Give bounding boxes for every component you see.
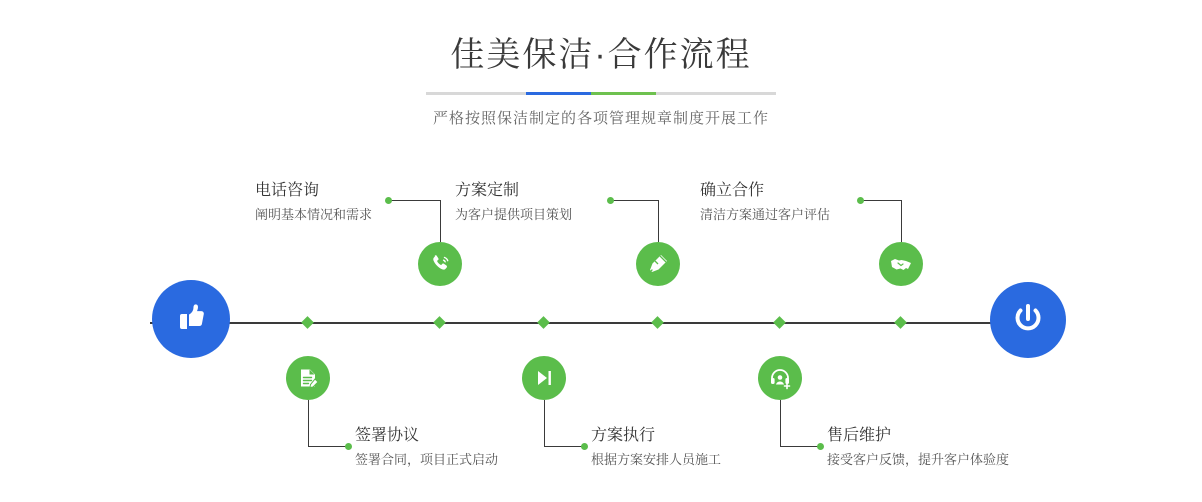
step-icon-6[interactable] [758,356,802,400]
step-connector-5-horizontal [862,200,901,201]
step-desc-3: 为客户提供项目策划 [455,207,573,222]
step-icon-5[interactable] [879,242,923,286]
step-title-6: 售后维护 [827,427,892,444]
timeline-axis [150,322,1052,324]
step-icon-3[interactable] [636,242,680,286]
page-title: 佳美保洁·合作流程 [450,36,752,74]
document-edit-icon [296,366,320,390]
step-dot-5 [857,197,864,204]
divider-blue-segment [526,92,591,95]
step-desc-4: 根据方案安排人员施工 [591,452,722,467]
step-connector-2-vertical [308,400,309,446]
axis-marker-6 [773,316,786,329]
step-label-3 [455,180,605,225]
step-label-4 [591,425,721,470]
axis-marker-4 [537,316,550,329]
step-connector-3-horizontal [612,200,658,201]
axis-marker-3 [651,316,664,329]
handshake-icon [889,252,913,276]
step-desc-2: 签署合同，项目正式启动 [355,452,499,467]
step-title-4: 方案执行 [591,427,656,444]
process-flow [0,160,1202,502]
step-title-1: 电话咨询 [255,182,320,199]
divider-green-segment [591,92,656,95]
step-icon-4[interactable] [522,356,566,400]
step-label-6 [827,425,1009,470]
page-subtitle: 严格按照保洁制定的各项管理规章制度开展工作 [432,110,769,127]
thumbs-up-icon [171,297,211,342]
step-connector-3-vertical [658,200,659,242]
step-connector-1-vertical [440,200,441,242]
axis-marker-5 [894,316,907,329]
step-label-2 [355,425,498,470]
step-desc-1: 阐明基本情况和需求 [255,207,373,222]
play-skip-icon [532,366,556,390]
axis-marker-1 [433,316,446,329]
step-connector-6-vertical [780,400,781,446]
step-icon-2[interactable] [286,356,330,400]
power-icon [1008,298,1048,343]
step-icon-1[interactable] [418,242,462,286]
header [0,30,1202,128]
step-dot-4 [581,443,588,450]
step-desc-5: 清洁方案通过客户评估 [700,207,831,222]
step-connector-4-horizontal [544,446,584,447]
step-desc-6: 接受客户反馈，提升客户体验度 [827,452,1010,467]
flow-start-badge [152,280,230,358]
flow-end-badge [990,282,1066,358]
step-connector-5-vertical [901,200,902,242]
step-connector-4-vertical [544,400,545,446]
step-connector-2-horizontal [308,446,348,447]
step-connector-6-horizontal [780,446,820,447]
pen-ruler-icon [646,252,670,276]
axis-marker-2 [301,316,314,329]
step-title-5: 确立合作 [700,182,765,199]
title-divider [426,92,776,95]
headset-add-icon [768,366,792,390]
step-dot-3 [607,197,614,204]
step-label-5 [700,180,855,225]
step-label-1 [255,180,435,225]
phone-ring-icon [428,252,452,276]
step-dot-2 [345,443,352,450]
step-title-3: 方案定制 [455,182,520,199]
step-title-2: 签署协议 [355,427,420,444]
step-dot-6 [817,443,824,450]
